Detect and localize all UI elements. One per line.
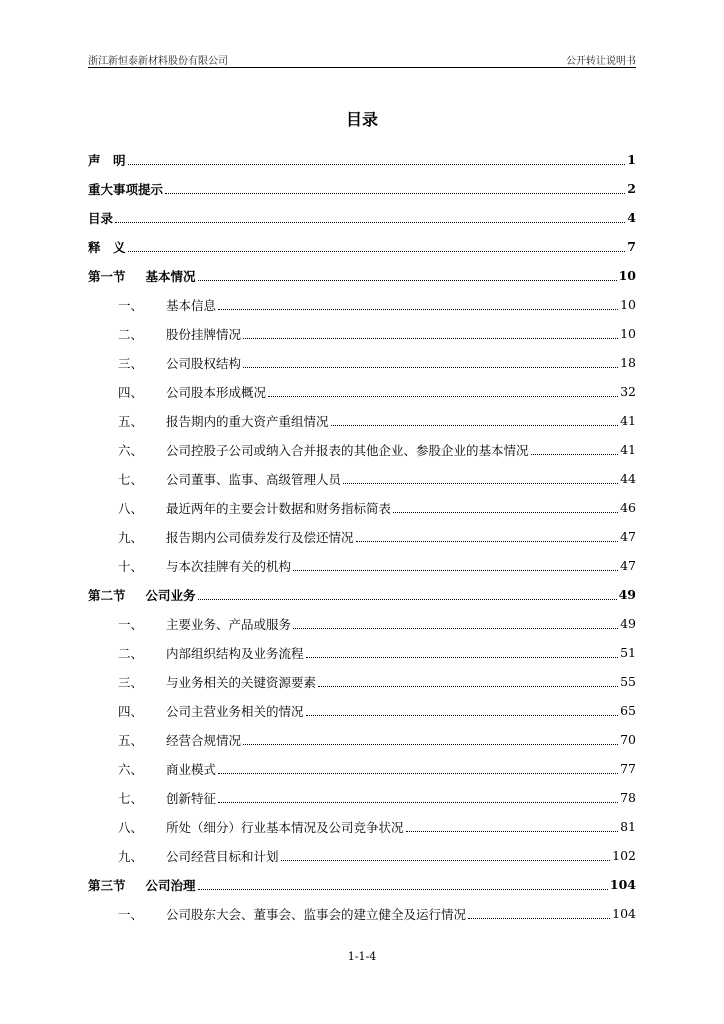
toc-entry-page: 104 — [612, 906, 636, 921]
toc-entry-page: 10 — [620, 297, 636, 312]
toc-entry-page: 77 — [620, 761, 636, 776]
toc-entry[interactable] — [88, 812, 636, 841]
page-number: 1-1-4 — [347, 950, 377, 963]
toc-entry-number: 六、 — [118, 442, 144, 458]
toc-entry-page: 81 — [620, 819, 636, 834]
toc-entry-label: 与业务相关的关键资源要素 — [166, 674, 317, 690]
toc-entry-page: 18 — [620, 355, 636, 370]
toc-entry[interactable] — [88, 783, 636, 812]
toc-entry-page: 104 — [609, 877, 636, 892]
toc-entry-number: 三、 — [118, 355, 144, 371]
dot-leader — [318, 686, 618, 687]
toc-entry-page: 55 — [620, 674, 636, 689]
toc-entry-label: 所处（细分）行业基本情况及公司竞争状况 — [166, 819, 404, 835]
toc-entry-number: 二、 — [118, 645, 144, 661]
toc-entry-label: 公司主营业务相关的情况 — [166, 703, 304, 719]
toc-entry-label: 公司股东大会、董事会、监事会的建立健全及运行情况 — [166, 906, 467, 922]
toc-entry-number: 五、 — [118, 413, 144, 429]
dot-leader — [356, 541, 619, 542]
toc-entry-label: 公司控股子公司或纳入合并报表的其他企业、参股企业的基本情况 — [166, 442, 529, 458]
toc-entry[interactable] — [88, 522, 636, 551]
toc-entry-page: 41 — [620, 442, 636, 457]
toc-entry-page: 102 — [612, 848, 636, 863]
toc-entry[interactable] — [88, 609, 636, 638]
toc-entry[interactable] — [88, 899, 636, 928]
dot-leader — [293, 628, 618, 629]
toc-entry-number: 三、 — [118, 674, 144, 690]
toc-entry[interactable] — [88, 232, 636, 261]
toc-entry[interactable] — [88, 493, 636, 522]
toc-entry-number: 四、 — [118, 384, 144, 400]
toc-entry-label: 与本次挂牌有关的机构 — [166, 558, 292, 574]
toc-entry[interactable] — [88, 725, 636, 754]
toc-entry[interactable] — [88, 464, 636, 493]
toc-entry-page: 47 — [620, 529, 636, 544]
toc-entry-page: 49 — [618, 587, 636, 602]
toc-entry-label: 声 明 — [88, 152, 126, 168]
dot-leader — [243, 367, 618, 368]
dot-leader — [331, 425, 619, 426]
toc-entry-page: 4 — [627, 210, 636, 225]
toc-entry[interactable] — [88, 638, 636, 667]
toc-entry-page: 65 — [620, 703, 636, 718]
toc-entry-label: 经营合规情况 — [166, 732, 242, 748]
toc-entry[interactable] — [88, 145, 636, 174]
header-divider — [88, 67, 636, 68]
dot-leader — [293, 570, 618, 571]
toc-entry-page: 7 — [627, 239, 636, 254]
toc-entry-label: 内部组织结构及业务流程 — [166, 645, 304, 661]
toc-entry[interactable] — [88, 754, 636, 783]
toc-entry[interactable] — [88, 261, 636, 290]
toc-entry-label: 公司经营目标和计划 — [166, 848, 279, 864]
toc-entry-page: 41 — [620, 413, 636, 428]
toc-entry[interactable] — [88, 870, 636, 899]
toc-entry-page: 1 — [627, 152, 636, 167]
toc-entry-label: 报告期内公司债券发行及偿还情况 — [166, 529, 354, 545]
dot-leader — [115, 222, 625, 223]
toc-entry-label: 最近两年的主要会计数据和财务指标简表 — [166, 500, 392, 516]
toc-entry-page: 51 — [620, 645, 636, 660]
page-header — [88, 52, 636, 68]
toc-entry-label: 公司治理 — [145, 877, 196, 893]
toc-entry-number: 八、 — [118, 500, 144, 516]
toc-entry-page: 44 — [620, 471, 636, 486]
toc-entry-label: 基本情况 — [145, 268, 196, 284]
toc-entry-number: 第二节 — [88, 587, 126, 603]
toc-entry-number: 八、 — [118, 819, 144, 835]
dot-leader — [218, 802, 618, 803]
toc-entry-number: 六、 — [118, 761, 144, 777]
toc-entry-number: 五、 — [118, 732, 144, 748]
toc-entry[interactable] — [88, 580, 636, 609]
toc-entry-label: 公司股权结构 — [166, 355, 242, 371]
toc-entry-number: 一、 — [118, 906, 144, 922]
toc-entry-page: 10 — [620, 326, 636, 341]
dot-leader — [306, 657, 619, 658]
dot-leader — [531, 454, 619, 455]
toc-entry-page: 32 — [620, 384, 636, 399]
toc-entry[interactable] — [88, 348, 636, 377]
toc-entry[interactable] — [88, 551, 636, 580]
toc-entry-page: 70 — [620, 732, 636, 747]
company-name: 浙江新恒泰新材料股份有限公司 — [88, 56, 228, 67]
dot-leader — [218, 309, 618, 310]
toc-entry[interactable] — [88, 174, 636, 203]
dot-leader — [128, 164, 626, 165]
dot-leader — [218, 773, 618, 774]
toc-entry[interactable] — [88, 667, 636, 696]
toc-entry-label: 重大事项提示 — [88, 181, 164, 197]
dot-leader — [243, 338, 618, 339]
dot-leader — [406, 831, 619, 832]
toc-title: 目录 — [345, 110, 378, 129]
dot-leader — [268, 396, 618, 397]
toc-entry-number: 一、 — [118, 297, 144, 313]
dot-leader — [165, 193, 625, 194]
dot-leader — [281, 860, 611, 861]
dot-leader — [198, 889, 608, 890]
toc-entry[interactable] — [88, 377, 636, 406]
dot-leader — [343, 483, 618, 484]
dot-leader — [243, 744, 618, 745]
toc-entry[interactable] — [88, 841, 636, 870]
toc-entry-page: 78 — [620, 790, 636, 805]
toc-entry[interactable] — [88, 406, 636, 435]
toc-entry-page: 47 — [620, 558, 636, 573]
toc-entry-label: 公司董事、监事、高级管理人员 — [166, 471, 342, 487]
toc-entry-label: 基本信息 — [166, 297, 217, 313]
dot-leader — [306, 715, 619, 716]
toc-entry-number: 第一节 — [88, 268, 126, 284]
dot-leader — [198, 280, 617, 281]
dot-leader — [393, 512, 618, 513]
toc-entry-label: 商业模式 — [166, 761, 217, 777]
toc-entry-page: 10 — [618, 268, 636, 283]
toc-entry-page: 2 — [627, 181, 636, 196]
toc-entry-label: 释 义 — [88, 239, 126, 255]
dot-leader — [468, 918, 610, 919]
toc-entry-number: 七、 — [118, 471, 144, 487]
toc-entry-label: 股份挂牌情况 — [166, 326, 242, 342]
toc-entry-label: 公司股本形成概况 — [166, 384, 267, 400]
toc-entry-number: 第三节 — [88, 877, 126, 893]
toc-entry-number: 七、 — [118, 790, 144, 806]
toc-entry-number: 十、 — [118, 558, 144, 574]
toc-entry-label: 公司业务 — [145, 587, 196, 603]
toc-entry-label: 创新特征 — [166, 790, 217, 806]
toc-entry-page: 49 — [620, 616, 636, 631]
toc-entry[interactable] — [88, 319, 636, 348]
toc-entry[interactable] — [88, 203, 636, 232]
toc-entry[interactable] — [88, 696, 636, 725]
toc-entry-number: 二、 — [118, 326, 144, 342]
dot-leader — [198, 599, 617, 600]
toc-entry-number: 九、 — [118, 529, 144, 545]
table-of-contents — [88, 145, 636, 928]
toc-entry-label: 报告期内的重大资产重组情况 — [166, 413, 329, 429]
toc-entry-label: 目录 — [88, 210, 114, 226]
toc-entry[interactable] — [88, 290, 636, 319]
dot-leader — [128, 251, 626, 252]
document-type: 公开转让说明书 — [566, 56, 636, 67]
toc-entry-number: 一、 — [118, 616, 144, 632]
toc-entry-number: 九、 — [118, 848, 144, 864]
toc-entry[interactable] — [88, 435, 636, 464]
toc-entry-number: 四、 — [118, 703, 144, 719]
toc-entry-page: 46 — [620, 500, 636, 515]
toc-entry-label: 主要业务、产品或服务 — [166, 616, 292, 632]
